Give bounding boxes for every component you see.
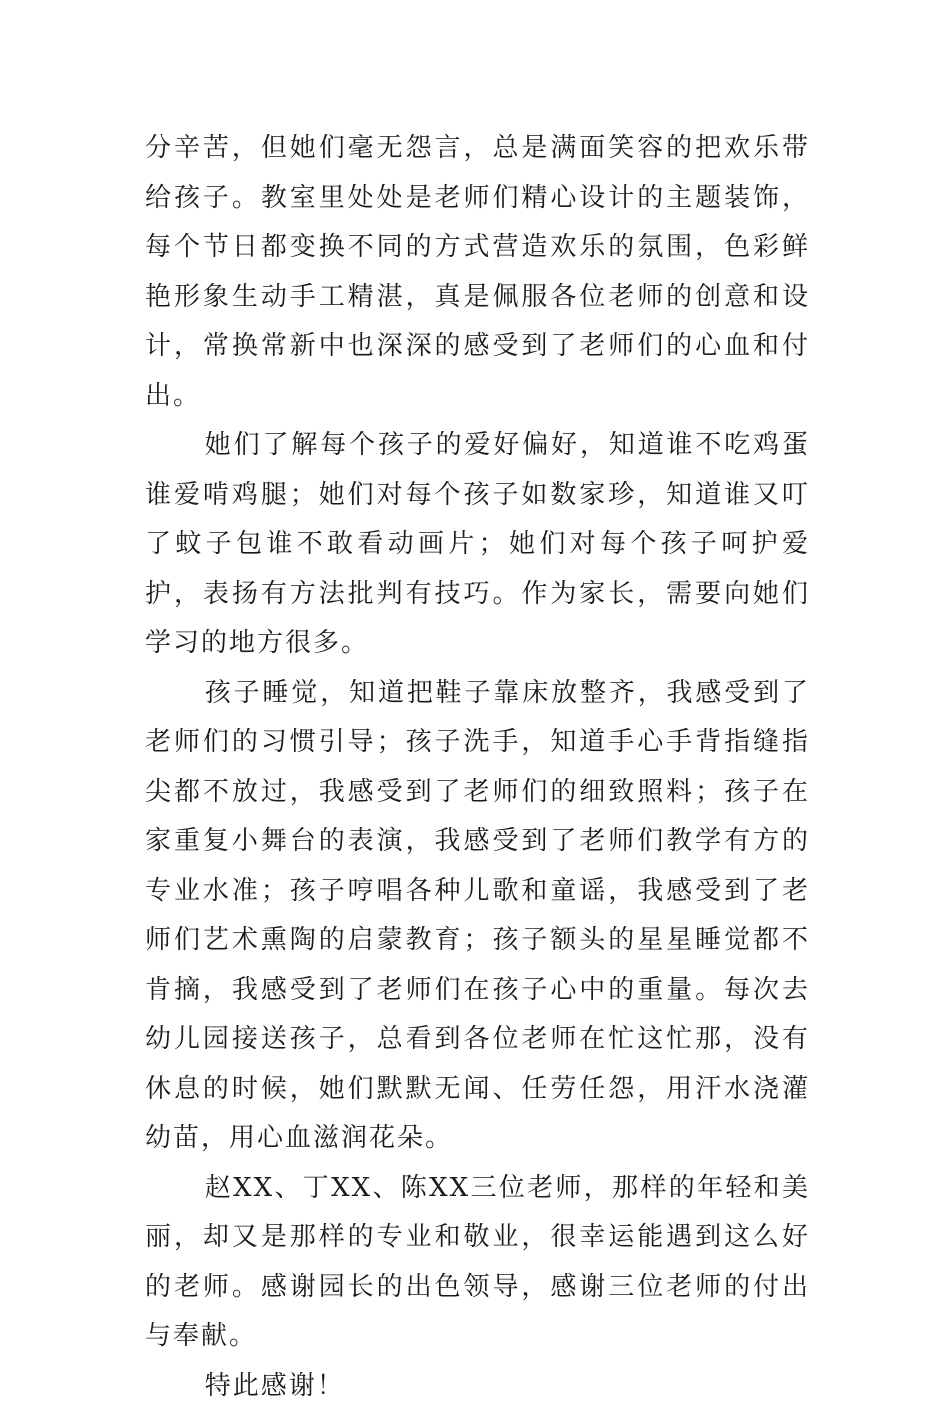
- paragraph-2: 她们了解每个孩子的爱好偏好，知道谁不吃鸡蛋谁爱啃鸡腿；她们对每个孩子如数家珍，知道谁又叮了蚊子包谁不敢看动画片；她们对每个孩子呵护爱护，表扬有方法批判有技巧。作为家长，需要向她们学习的地方很多。: [145, 421, 810, 669]
- paragraph-1: 分辛苦，但她们毫无怨言，总是满面笑容的把欢乐带给孩子。教室里处处是老师们精心设计的主题装饰，每个节日都变换不同的方式营造欢乐的氛围，色彩鲜艳形象生动手工精湛，真是佩服各位老师的创意和设计，常换常新中也深深的感受到了老师们的心血和付出。: [145, 124, 810, 421]
- paragraph-4: 赵XX、丁XX、陈XX三位老师，那样的年轻和美丽，却又是那样的专业和敬业，很幸运能遇到这么好的老师。感谢园长的出色领导，感谢三位老师的付出与奉献。: [145, 1164, 810, 1362]
- document-body: [145, 124, 810, 1411]
- paragraph-3: 孩子睡觉，知道把鞋子靠床放整齐，我感受到了老师们的习惯引导；孩子洗手，知道手心手背指缝指尖都不放过，我感受到了老师们的细致照料；孩子在家重复小舞台的表演，我感受到了老师们教学有方的专业水准；孩子哼唱各种儿歌和童谣，我感受到了老师们艺术熏陶的启蒙教育；孩子额头的星星睡觉都不肯摘，我感受到了老师们在孩子心中的重量。每次去幼儿园接送孩子，总看到各位老师在忙这忙那，没有休息的时候，她们默默无闻、任劳任怨，用汗水浇灌幼苗，用心血滋润花朵。: [145, 669, 810, 1164]
- paragraph-5-closing: 特此感谢！: [145, 1362, 810, 1411]
